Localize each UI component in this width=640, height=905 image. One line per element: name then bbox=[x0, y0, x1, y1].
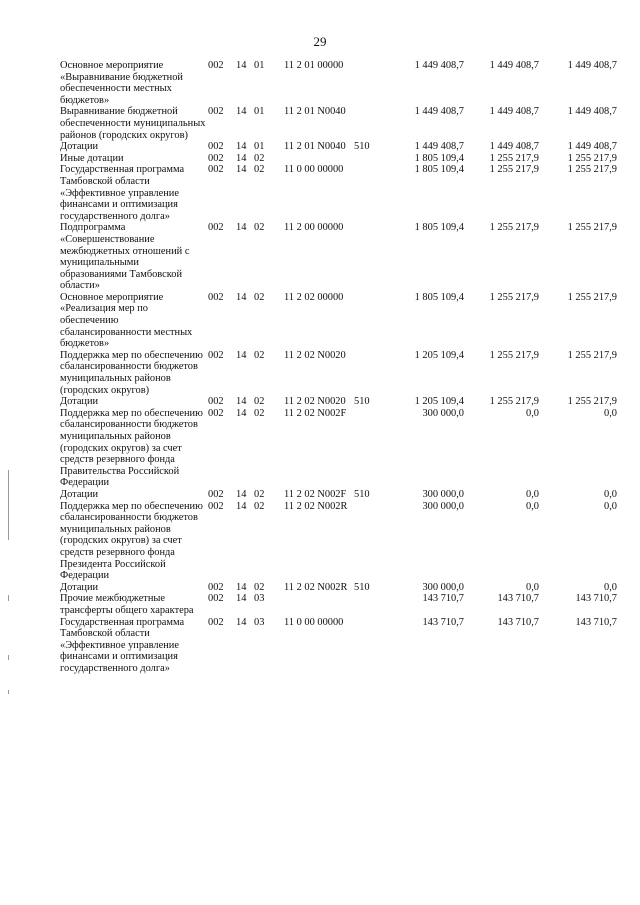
row-name: Основное мероприятие «Выравнивание бюджетной обеспеченности местных бюджетов» bbox=[60, 60, 183, 106]
table-row bbox=[60, 617, 617, 675]
row-ved-code: 002 bbox=[208, 106, 224, 118]
row-section-code: 14 bbox=[236, 349, 247, 361]
row-section-code: 14 bbox=[236, 396, 247, 408]
table-row bbox=[60, 501, 617, 582]
row-amount-3: 1 449 408,7 bbox=[567, 60, 617, 71]
row-section-code: 14 bbox=[236, 488, 247, 500]
row-name: Дотации bbox=[60, 396, 99, 408]
row-subsection-code: 02 bbox=[254, 349, 265, 361]
row-ved-code: 002 bbox=[208, 291, 224, 303]
row-target-article: 11 0 00 00000 bbox=[284, 164, 344, 176]
row-expense-type bbox=[354, 153, 384, 165]
row-target-article: 11 0 00 00000 bbox=[284, 616, 344, 628]
row-amount-3: 1 255 217,9 bbox=[567, 164, 617, 176]
table-row bbox=[60, 164, 617, 222]
row-amount-3: 143 710,7 bbox=[575, 616, 617, 628]
row-section-code: 14 bbox=[236, 581, 247, 593]
row-amount-1: 1 805 109,4 bbox=[414, 152, 464, 164]
row-subsection-code: 02 bbox=[254, 164, 265, 176]
row-name: Подпрограмма «Совершенствование межбюджетных отношений с муниципальными образованиями Тамбовской области» bbox=[60, 222, 190, 292]
row-name: Государственная программа Тамбовской области «Эффективное управление финансами и оптимизация государственного долга» bbox=[60, 616, 185, 674]
row-ved-code: 002 bbox=[208, 152, 224, 164]
row-amount-3: 1 255 217,9 bbox=[567, 152, 617, 164]
row-amount-1: 1 449 408,7 bbox=[414, 106, 464, 118]
row-target-article bbox=[284, 153, 354, 165]
row-expense-type bbox=[354, 501, 384, 582]
budget-table bbox=[60, 60, 617, 674]
row-amount-1: 1 205 109,4 bbox=[414, 349, 464, 361]
scan-margin-mark bbox=[8, 655, 9, 660]
row-subsection-code: 02 bbox=[254, 291, 265, 303]
row-amount-2: 1 449 408,7 bbox=[489, 141, 539, 153]
row-amount-2: 0,0 bbox=[526, 488, 539, 500]
row-section-code: 14 bbox=[236, 164, 247, 176]
table-row bbox=[60, 408, 617, 489]
row-amount-1: 1 805 109,4 bbox=[414, 222, 464, 234]
row-name: Дотации bbox=[60, 581, 99, 593]
table-row bbox=[60, 396, 617, 408]
row-expense-type: 510 bbox=[354, 141, 370, 153]
row-expense-type bbox=[354, 292, 384, 350]
row-amount-2: 1 255 217,9 bbox=[489, 164, 539, 176]
row-name: Выравнивание бюджетной обеспеченности муниципальных районов (городских округов) bbox=[60, 106, 206, 141]
row-amount-3: 0,0 bbox=[604, 500, 617, 512]
row-amount-2: 1 255 217,9 bbox=[489, 291, 539, 303]
row-amount-2: 143 710,7 bbox=[497, 616, 539, 628]
row-target-article bbox=[284, 593, 354, 616]
row-amount-3: 0,0 bbox=[604, 581, 617, 593]
row-section-code: 14 bbox=[236, 152, 247, 164]
row-subsection-code: 02 bbox=[254, 488, 265, 500]
row-ved-code: 002 bbox=[208, 488, 224, 500]
row-target-article: 11 2 02 N002F bbox=[284, 488, 347, 500]
row-expense-type bbox=[354, 164, 384, 222]
row-amount-2: 1 255 217,9 bbox=[489, 396, 539, 408]
row-amount-3: 0,0 bbox=[604, 488, 617, 500]
table-row bbox=[60, 60, 617, 106]
row-name: Основное мероприятие «Реализация мер по обеспечению сбалансированности местных бюджетов» bbox=[60, 291, 193, 350]
row-ved-code: 002 bbox=[208, 141, 224, 153]
table-row bbox=[60, 350, 617, 396]
row-target-article: 11 2 02 N002R bbox=[284, 581, 348, 593]
row-section-code: 14 bbox=[236, 593, 247, 605]
row-name: Поддержка мер по обеспечению сбалансированности бюджетов муниципальных районов (городских округов) bbox=[60, 349, 203, 396]
row-name: Поддержка мер по обеспечению сбалансированности бюджетов муниципальных районов (городских округов) за счет средств резервного фонда Правительства Российской Федерации bbox=[60, 407, 203, 489]
row-subsection-code: 01 bbox=[254, 60, 265, 71]
table-row bbox=[60, 141, 617, 153]
row-ved-code: 002 bbox=[208, 222, 224, 234]
row-target-article: 11 2 02 N002R bbox=[284, 500, 348, 512]
row-subsection-code: 02 bbox=[254, 407, 265, 419]
row-section-code: 14 bbox=[236, 407, 247, 419]
row-amount-1: 300 000,0 bbox=[422, 500, 464, 512]
row-expense-type bbox=[354, 106, 384, 141]
row-ved-code: 002 bbox=[208, 407, 224, 419]
row-ved-code: 002 bbox=[208, 500, 224, 512]
row-amount-3: 1 449 408,7 bbox=[567, 141, 617, 153]
row-amount-1: 1 805 109,4 bbox=[414, 164, 464, 176]
row-amount-2: 1 449 408,7 bbox=[489, 60, 539, 71]
row-target-article: 11 2 01 00000 bbox=[284, 60, 344, 71]
row-section-code: 14 bbox=[236, 291, 247, 303]
row-section-code: 14 bbox=[236, 616, 247, 628]
row-target-article: 11 2 02 N0020 bbox=[284, 396, 346, 408]
row-subsection-code: 01 bbox=[254, 106, 265, 118]
row-target-article: 11 2 01 N0040 bbox=[284, 141, 346, 153]
row-subsection-code: 02 bbox=[254, 222, 265, 234]
row-amount-2: 1 449 408,7 bbox=[489, 106, 539, 118]
row-target-article: 11 2 01 N0040 bbox=[284, 106, 346, 118]
table-row bbox=[60, 292, 617, 350]
row-expense-type: 510 bbox=[354, 396, 370, 408]
row-target-article: 11 2 02 N0020 bbox=[284, 349, 346, 361]
row-amount-2: 1 255 217,9 bbox=[489, 152, 539, 164]
row-amount-3: 1 255 217,9 bbox=[567, 222, 617, 234]
row-expense-type bbox=[354, 222, 384, 292]
scan-margin-mark bbox=[8, 595, 9, 601]
row-expense-type: 510 bbox=[354, 581, 370, 593]
row-amount-1: 143 710,7 bbox=[422, 616, 464, 628]
scan-margin-mark bbox=[8, 470, 9, 540]
row-expense-type bbox=[354, 408, 384, 489]
row-subsection-code: 03 bbox=[254, 616, 265, 628]
row-subsection-code: 01 bbox=[254, 141, 265, 153]
table-row bbox=[60, 106, 617, 141]
row-target-article: 11 2 02 N002F bbox=[284, 407, 347, 419]
row-target-article: 11 2 02 00000 bbox=[284, 291, 344, 303]
scan-margin-mark bbox=[8, 690, 9, 694]
row-name: Дотации bbox=[60, 488, 99, 500]
row-target-article: 11 2 00 00000 bbox=[284, 222, 344, 234]
table-row bbox=[60, 222, 617, 292]
row-name: Прочие межбюджетные трансферты общего характера bbox=[60, 593, 194, 616]
row-amount-1: 143 710,7 bbox=[422, 593, 464, 605]
row-expense-type bbox=[354, 60, 384, 106]
row-name: Иные дотации bbox=[60, 152, 124, 164]
row-amount-1: 1 205 109,4 bbox=[414, 396, 464, 408]
row-section-code: 14 bbox=[236, 106, 247, 118]
row-subsection-code: 02 bbox=[254, 581, 265, 593]
row-amount-3: 1 255 217,9 bbox=[567, 396, 617, 408]
row-amount-1: 300 000,0 bbox=[422, 488, 464, 500]
table-row bbox=[60, 489, 617, 501]
row-amount-1: 1 449 408,7 bbox=[414, 60, 464, 71]
row-subsection-code: 02 bbox=[254, 500, 265, 512]
row-amount-2: 0,0 bbox=[526, 407, 539, 419]
row-amount-2: 1 255 217,9 bbox=[489, 222, 539, 234]
row-ved-code: 002 bbox=[208, 164, 224, 176]
row-section-code: 14 bbox=[236, 141, 247, 153]
row-amount-1: 300 000,0 bbox=[422, 581, 464, 593]
row-expense-type bbox=[354, 350, 384, 396]
row-expense-type bbox=[354, 617, 384, 675]
table-row bbox=[60, 153, 617, 165]
row-amount-1: 1 449 408,7 bbox=[414, 141, 464, 153]
row-expense-type: 510 bbox=[354, 488, 370, 500]
row-ved-code: 002 bbox=[208, 593, 224, 605]
row-amount-2: 1 255 217,9 bbox=[489, 349, 539, 361]
row-ved-code: 002 bbox=[208, 60, 224, 71]
table-row bbox=[60, 593, 617, 616]
row-amount-3: 1 255 217,9 bbox=[567, 349, 617, 361]
table-row bbox=[60, 582, 617, 594]
row-name: Государственная программа Тамбовской области «Эффективное управление финансами и оптимизация государственного долга» bbox=[60, 164, 185, 222]
row-subsection-code: 03 bbox=[254, 593, 265, 605]
page-number: 29 bbox=[313, 34, 327, 49]
row-amount-2: 143 710,7 bbox=[497, 593, 539, 605]
row-section-code: 14 bbox=[236, 60, 247, 71]
row-section-code: 14 bbox=[236, 222, 247, 234]
row-subsection-code: 02 bbox=[254, 396, 265, 408]
row-subsection-code: 02 bbox=[254, 152, 265, 164]
row-amount-2: 0,0 bbox=[526, 500, 539, 512]
row-amount-3: 1 255 217,9 bbox=[567, 291, 617, 303]
row-expense-type bbox=[354, 593, 384, 616]
row-section-code: 14 bbox=[236, 500, 247, 512]
row-amount-1: 1 805 109,4 bbox=[414, 291, 464, 303]
row-ved-code: 002 bbox=[208, 349, 224, 361]
row-ved-code: 002 bbox=[208, 396, 224, 408]
row-amount-3: 1 449 408,7 bbox=[567, 106, 617, 118]
row-name: Дотации bbox=[60, 141, 99, 153]
row-ved-code: 002 bbox=[208, 616, 224, 628]
row-ved-code: 002 bbox=[208, 581, 224, 593]
row-name: Поддержка мер по обеспечению сбалансированности бюджетов муниципальных районов (городских округов) за счет средств резервного фонда Президента Российской Федерации bbox=[60, 500, 203, 582]
row-amount-3: 143 710,7 bbox=[575, 593, 617, 605]
row-amount-2: 0,0 bbox=[526, 581, 539, 593]
row-amount-3: 0,0 bbox=[604, 407, 617, 419]
row-amount-1: 300 000,0 bbox=[422, 407, 464, 419]
